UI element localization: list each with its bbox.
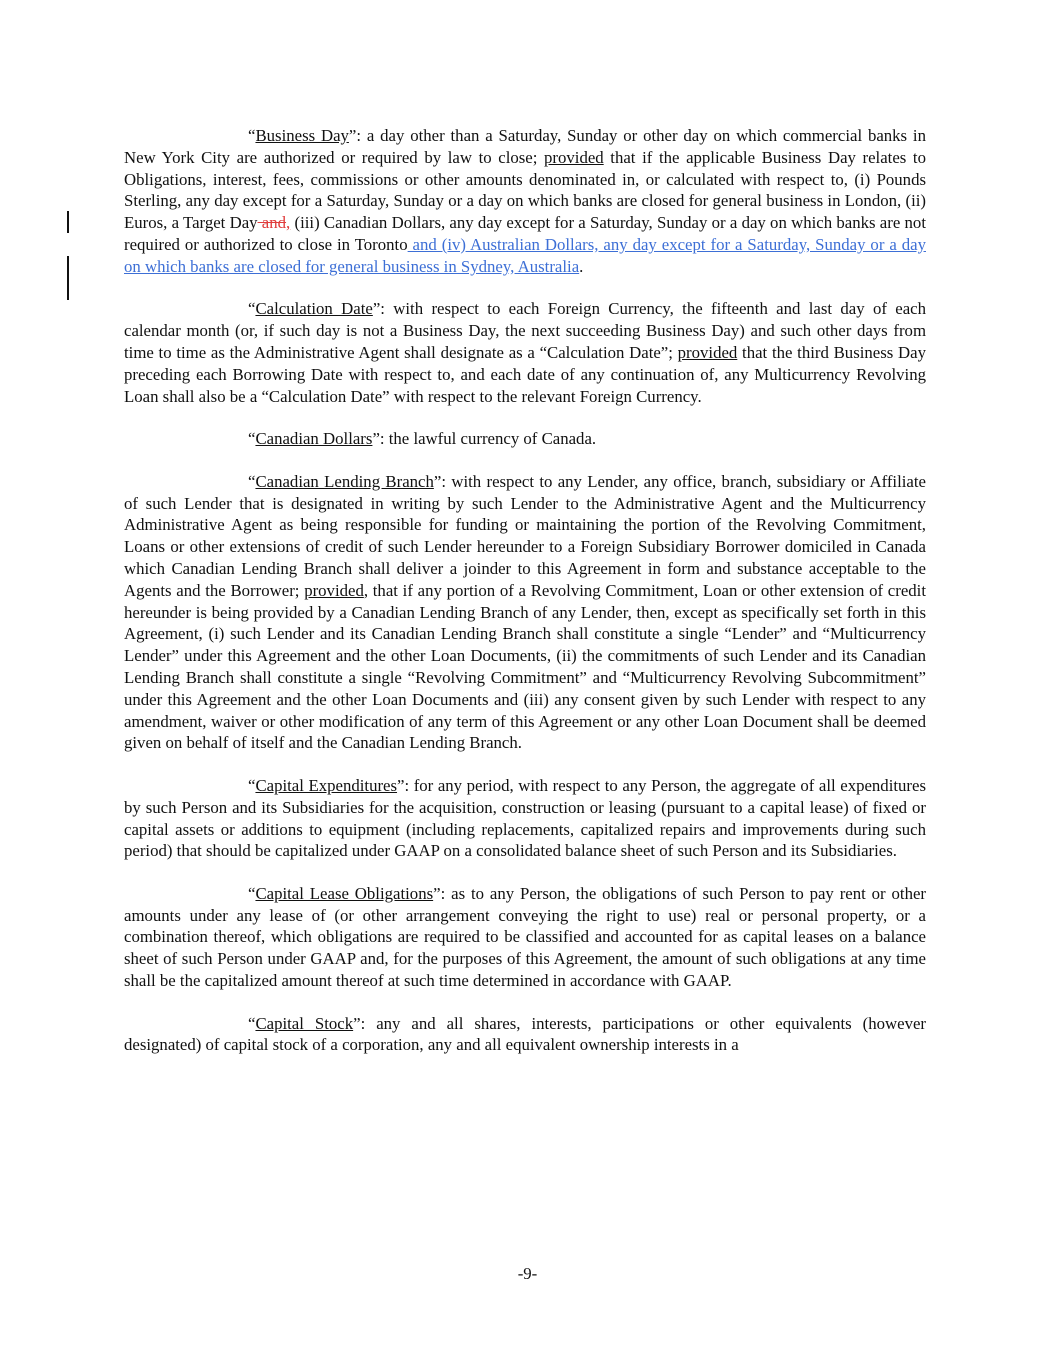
inserted-comma: , (286, 213, 291, 233)
definition-capital-lease-obligations: “Capital Lease Obligations”: as to any Person, the obligations of such Person to pay rent or other amounts under any lease of (or other arrangement conveying the right to use) real or personal property, or a combination thereof, which obligations are required to be classified and accounted for as capital leases on a balance sheet of such Person under GAAP and, for the purposes of this Agreement, the amount of such obligations at any time shall be the capitalized amount thereof at such time determined in accordance with GAAP. (124, 883, 927, 991)
definition-business-day: “Business Day”: a day other than a Saturday, Sunday or other day on which commercial banks in New York City are authorized or required by law to close; provided that if the applicable Business Day relates to Obligations, interest, fees, commissions or other amounts denominated in, or calculated with respect to, (i) Pounds Sterling, any day except for a Saturday, Sunday or a day on which banks are closed for general business in London, (ii) Euros, a Target Day and, (iii) Canadian Dollars, any day except for a Saturday, Sunday or a day on which banks are not required or authorized to close in Toronto and (iv) Australian Dollars, any day except for a Saturday, Sunday or a day on which banks are closed for general business in Sydney, Australia. (124, 126, 926, 276)
provided-keyword: provided (544, 147, 604, 167)
defined-term: Capital Stock (255, 1013, 354, 1033)
definition-capital-expenditures: “Capital Expenditures”: for any period, with respect to any Person, the aggregate of all expenditures by such Person and its Subsidiaries for the acquisition, construction or leasing (pursuant to a capital lease) of fixed or capital assets or additions to equipment (including replacements, capitalized repairs and improvements during such period) that should be capitalized under GAAP on a consolidated balance sheet of such Person and its Subsidiaries. (124, 775, 926, 861)
deleted-text: and (257, 213, 287, 233)
definition-canadian-dollars: “Canadian Dollars”: the lawful currency of Canada. (248, 429, 597, 449)
definition-canadian-lending-branch: “Canadian Lending Branch”: with respect to any Lender, any office, branch, subsidiary or Affiliate of such Lender that is designated in writing by such Lender to the Administrative Agent and the Multicurrency Administrative Agent as being responsible for funding or maintaining the portion of the Revolving Commitment, Loans or other extensions of credit of such Lender hereunder to a Foreign Subsidiary Borrower domiciled in Canada which Canadian Lending Branch shall deliver a joinder to this Agreement in form and substance acceptable to the Agents and the Borrower; provided, that if any portion of a Revolving Commitment, Loan or other extension of credit hereunder is being provided by a Canadian Lending Branch of any Lender, then, except as specifically set forth in this Agreement, (i) such Lender and its Canadian Lending Branch shall constitute a single “Lender” and “Multicurrency Lender” under this Agreement and the other Loan Documents, (ii) the commitments of such Lender and its Canadian Lending Branch shall constitute a single “Revolving Commitment” and “Multicurrency Revolving Subcommitment” under this Agreement and the other Loan Documents and (iii) any consent given by such Lender with respect to any amendment, waiver or other modification of any term of this Agreement or any other Loan Document shall be deemed given on behalf of itself and the Canadian Lending Branch. (124, 471, 926, 753)
provided-keyword: provided (304, 580, 364, 600)
definition-calculation-date: “Calculation Date”: with respect to each Foreign Currency, the fifteenth and last day of each calendar month (or, if such day is not a Business Day, the next succeeding Business Day) and such other days from time to time as the Administrative Agent shall designate as a “Calculation Date”; provided that the third Business Day preceding each Borrowing Date with respect to, and each date of any continuation of, any Multicurrency Revolving Loan shall also be a “Calculation Date” with respect to the relevant Foreign Currency. (124, 299, 926, 406)
defined-term: Capital Lease Obligations (255, 883, 434, 903)
definition-capital-stock: “Capital Stock”: any and all shares, interests, participations or other equivalents (however designated) of capital stock of a corporation, any and all equivalent ownership interests in a (124, 1013, 927, 1055)
defined-term: Business Day (255, 126, 349, 145)
inserted-text: and (iv) Australian Dollars, any day except for a Saturday, Sunday or a day on which banks are closed for general business in Sydney, Australia (124, 234, 926, 276)
defined-term: Canadian Dollars (255, 429, 373, 449)
page-number: -9- (517, 1264, 538, 1283)
provided-keyword: provided (677, 342, 738, 362)
defined-term: Canadian Lending Branch (255, 471, 434, 491)
page-body (124, 125, 926, 1077)
change-bar (67, 211, 69, 233)
defined-term: Calculation Date (255, 299, 373, 319)
change-bar (67, 256, 69, 300)
defined-term: Capital Expenditures (255, 775, 398, 795)
